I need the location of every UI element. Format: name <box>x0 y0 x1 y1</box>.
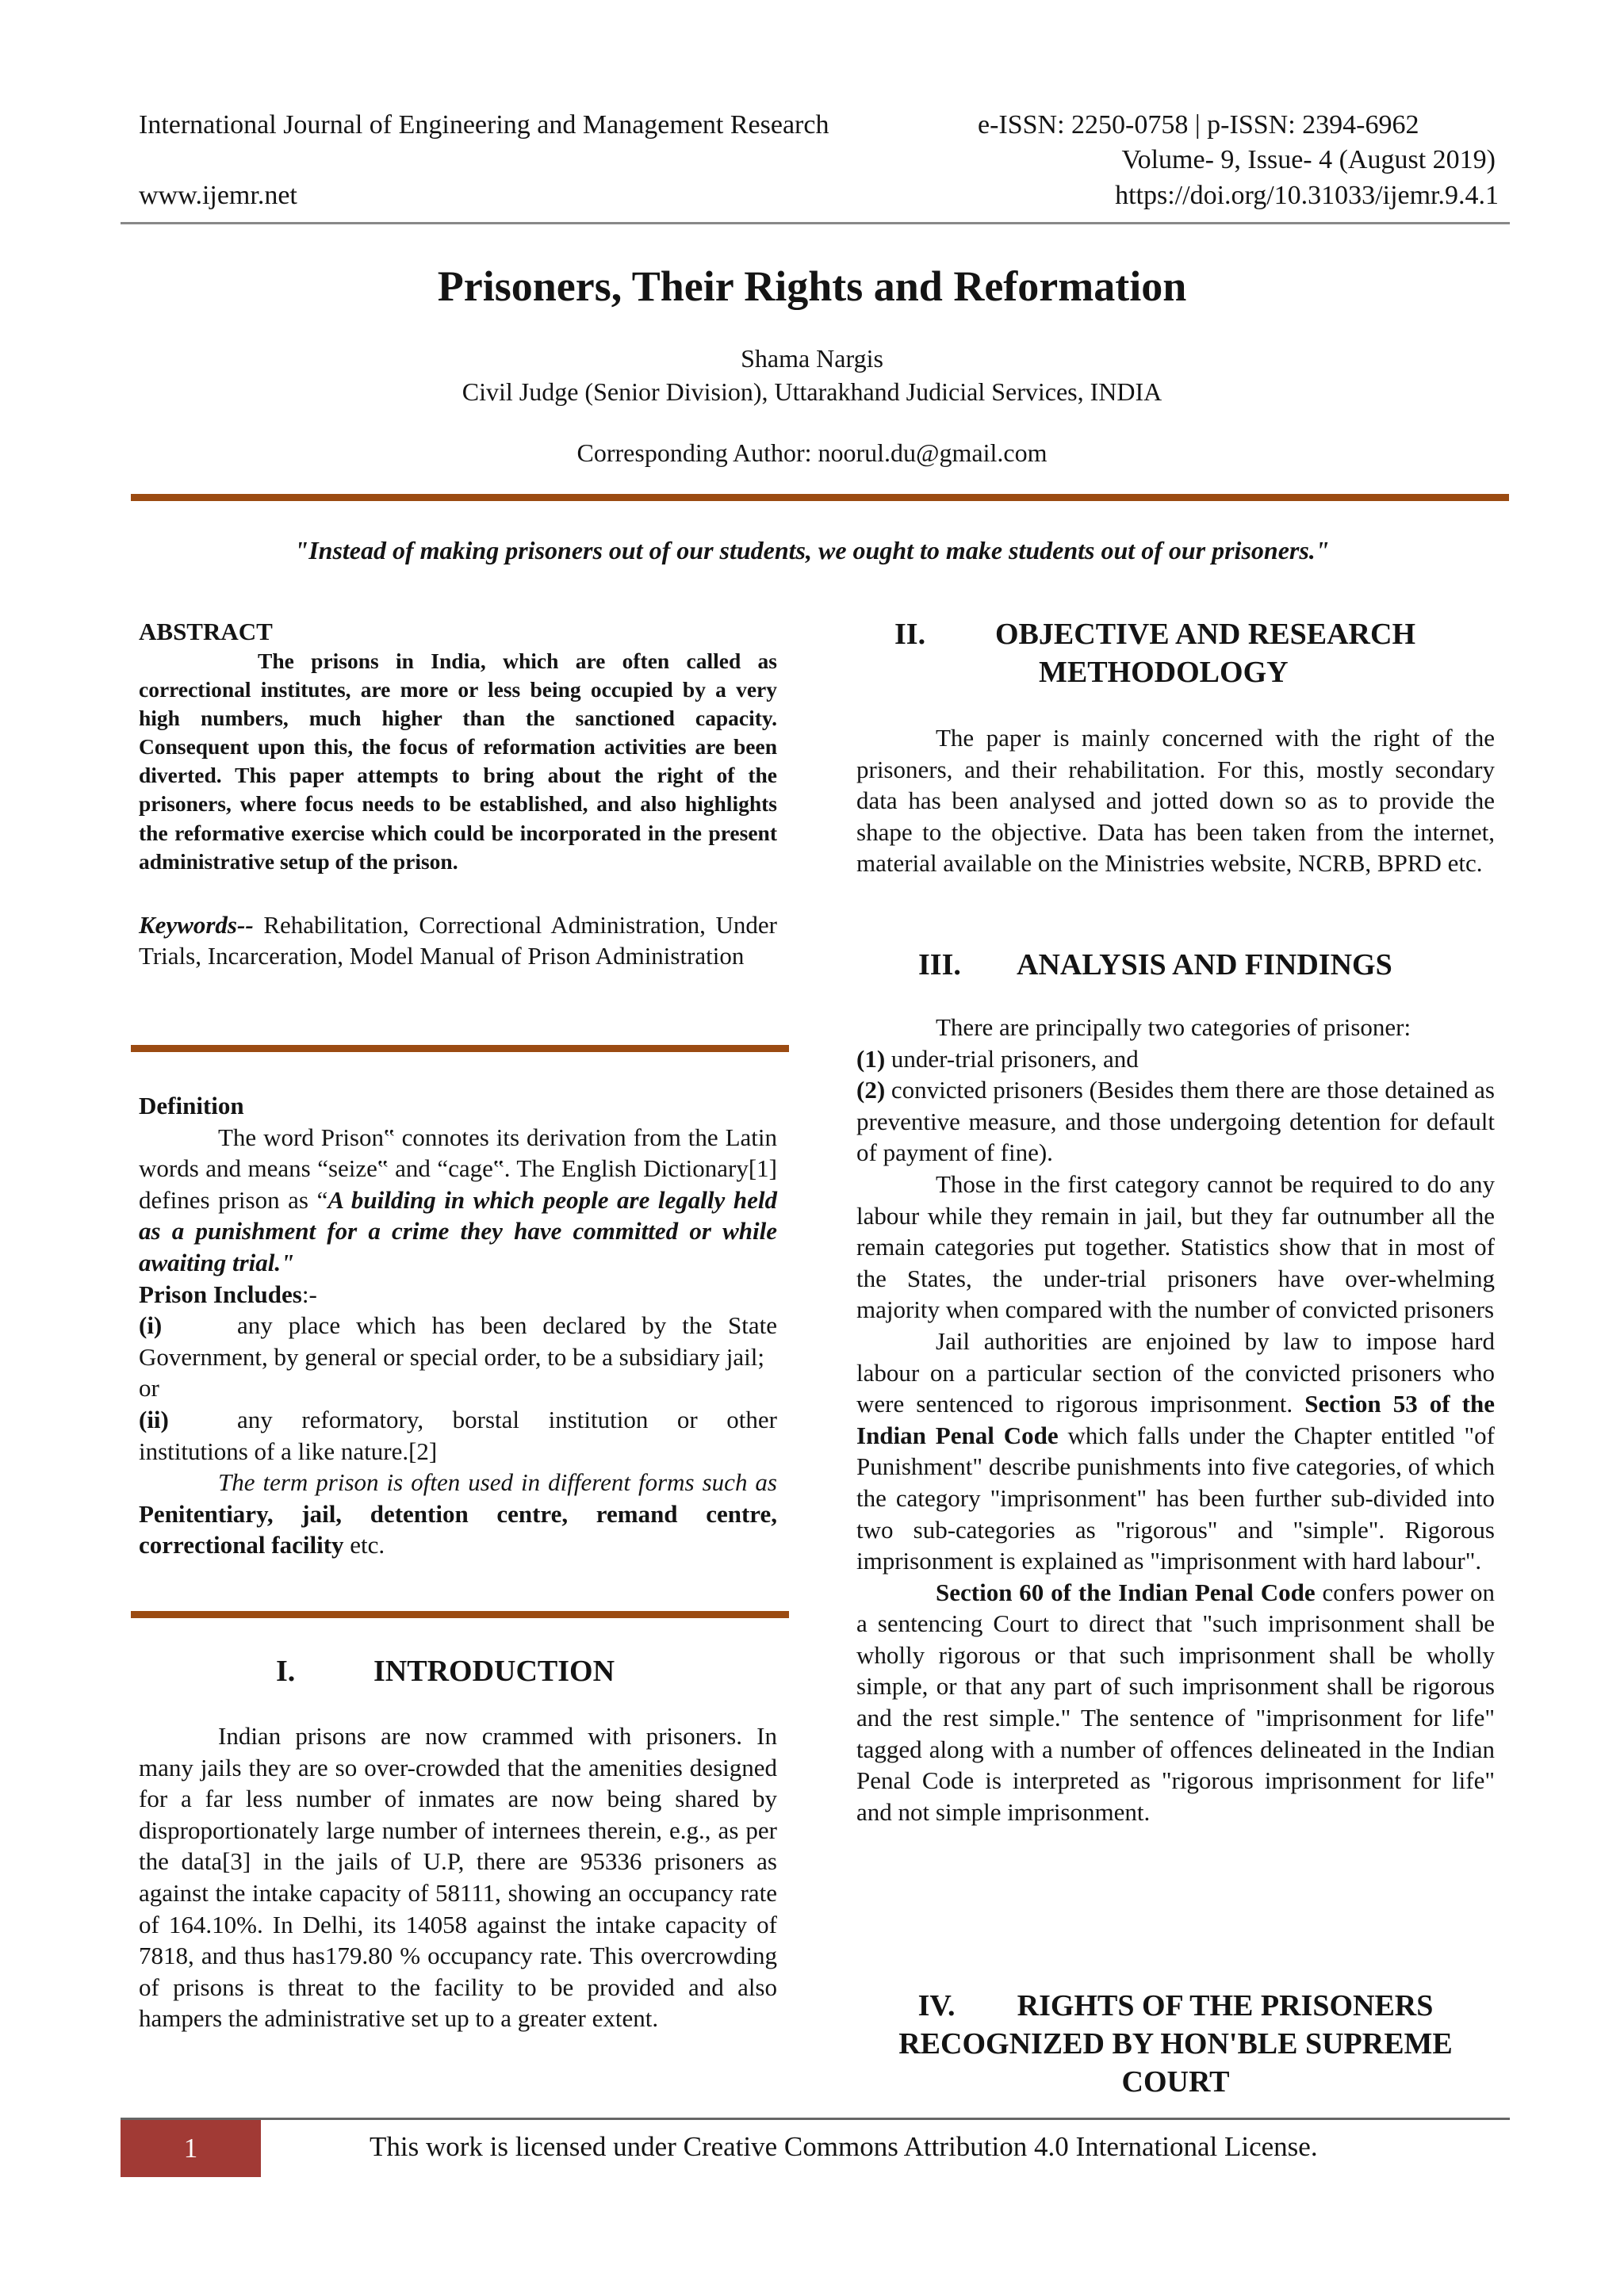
section-heading-objective: II. OBJECTIVE AND RESEARCH <box>894 618 1415 651</box>
abstract-rule <box>131 1045 789 1052</box>
analysis-list-item: (1) under-trial prisoners, and <box>856 1044 1139 1073</box>
introduction-section <box>139 1720 777 2034</box>
author-affiliation: Civil Judge (Senior Division), Uttarakhand Judicial Services, INDIA <box>462 377 1162 406</box>
prison-term-paragraph: The term prison is often used in different forms such as Penitentiary, jail, detention centre, remand centre, correctional facility etc. <box>139 1468 777 1559</box>
definition-paragraph: The word Prison‟ connotes its derivation from the Latin words and means “seize‟ and “cage‟. The English Dictionary[1] defines prison as “A building in which people are legally held as a punishment for a crime they have committed or while awaiting trial." <box>139 1123 777 1276</box>
keywords-label: Keywords-- <box>139 910 254 939</box>
prison-includes-label: Prison Includes:- <box>139 1280 317 1308</box>
keywords-text: Rehabilitation, Correctional Administration, Under Trials, Incarceration, Model Manual of Prison Administration <box>139 910 777 970</box>
introduction-body: Indian prisons are now crammed with prisoners. In many jails they are so over-crowded that the amenities designed for a far less number of inmates are now being shared by disproportionately large number of internees therein, e.g., as per the data[3] in the jails of U.P, there are 95336 prisoners as against the intake capacity of 58111, showing an occupancy rate of 164.10%. In Delhi, its 14058 against the intake capacity of 7818, and thus has179.80 % occupancy rate. This overcrowding of prisons is threat to the facility to be provided and also hampers the administrative set up to a greater extent. <box>139 1722 777 2033</box>
section-heading-objective-line2: METHODOLOGY <box>1039 656 1289 689</box>
definition-section <box>139 1090 777 1561</box>
definition-list-item: (i) any place which has been declared by the State Government, by general or special order, to be a subsidiary jail; <box>139 1311 777 1371</box>
definition-or: or <box>139 1374 159 1402</box>
issn: e-ISSN: 2250-0758 | p-ISSN: 2394-6962 <box>978 110 1419 140</box>
abstract-section <box>139 617 777 972</box>
section-heading-rights: IV. RIGHTS OF THE PRISONERS RECOGNIZED BY HON'BLE SUPREME COURT <box>898 1989 1453 2099</box>
page-number: 1 <box>121 2120 261 2177</box>
analysis-intro: There are principally two categories of prisoner: <box>936 1013 1411 1041</box>
objective-body: The paper is mainly concerned with the right of the prisoners, and their rehabilitation. For this, mostly secondary data has been analysed and jotted down so as to provide the shape to the objective. Data has been taken from the internet, material available on the Ministries website, NCRB, BPRD etc. <box>856 724 1495 878</box>
header-rule <box>121 222 1510 224</box>
analysis-list-item: (2) convicted prisoners (Besides them there are those detained as preventive measure, and those undergoing detention for default of payment of fine). <box>856 1076 1495 1167</box>
section-heading-introduction: I. INTRODUCTION <box>276 1655 615 1688</box>
abstract-body: The prisons in India, which are often called as correctional institutes, are more or less being occupied by a very high numbers, much higher than the sanctioned capacity. Consequent upon this, the focus of reformation activities are been diverted. This paper attempts to bring about the right of the prisoners, where focus needs to be established, and also highlights the reformative exercise which could be incorporated in the present administrative setup of the prison. <box>139 649 777 874</box>
corresponding-author: Corresponding Author: noorul.du@gmail.com <box>576 438 1048 467</box>
objective-section <box>856 722 1495 879</box>
analysis-paragraph: Section 60 of the Indian Penal Code confers power on a sentencing Court to direct that "such imprisonment shall be wholly rigorous or that such imprisonment shall be wholly simple, or that any part of such imprisonment shall be rigorous and the rest simple." The sentence of "imprisonment for life" tagged along with a number of offences delineated in the Indian Penal Code is interpreted as "rigorous imprisonment for life" and not simple imprisonment. <box>856 1578 1495 1826</box>
section-heading-analysis: III. ANALYSIS AND FINDINGS <box>918 948 1392 982</box>
definition-rule <box>131 1611 789 1618</box>
definition-heading: Definition <box>139 1092 244 1119</box>
definition-list-item: (ii) any reformatory, borstal institution or other institutions of a like nature.[2] <box>139 1405 777 1465</box>
footer-rule <box>121 2118 1510 2120</box>
analysis-section <box>856 1012 1495 1827</box>
title-rule <box>131 494 1509 501</box>
volume-issue: Volume- 9, Issue- 4 (August 2019) <box>1121 145 1496 174</box>
epigraph-quote: "Instead of making prisoners out of our students, we ought to make students out of our prisoners." <box>294 536 1330 564</box>
author-name: Shama Nargis <box>741 344 883 373</box>
license-notice: This work is licensed under Creative Commons Attribution 4.0 International License. <box>370 2131 1318 2162</box>
paper-title: Prisoners, Their Rights and Reformation <box>437 262 1187 310</box>
journal-name: International Journal of Engineering and Management Research <box>139 110 829 140</box>
keywords-paragraph <box>139 909 777 972</box>
doi-link[interactable]: https://doi.org/10.31033/ijemr.9.4.1 <box>1115 181 1499 210</box>
abstract-heading: ABSTRACT <box>139 618 273 645</box>
analysis-paragraph: Those in the first category cannot be required to do any labour while they remain in jail, but they far outnumber all the remain categories put together. Statistics show that in most of the States, the under-trial prisoners have over-whelming majority when compared with the number of convicted prisoners <box>856 1169 1495 1324</box>
analysis-paragraph: Jail authorities are enjoined by law to impose hard labour on a particular section of the convicted prisoners who were sentenced to rigorous imprisonment. Section 53 of the Indian Penal Code which falls under the Chapter entitled "of Punishment" describe punishments into five categories, of which the category "imprisonment" has been further sub-divided into two sub-categories as "rigorous" and "simple". Rigorous imprisonment is explained as "imprisonment with hard labour". <box>856 1326 1495 1575</box>
journal-website[interactable]: www.ijemr.net <box>139 181 297 210</box>
